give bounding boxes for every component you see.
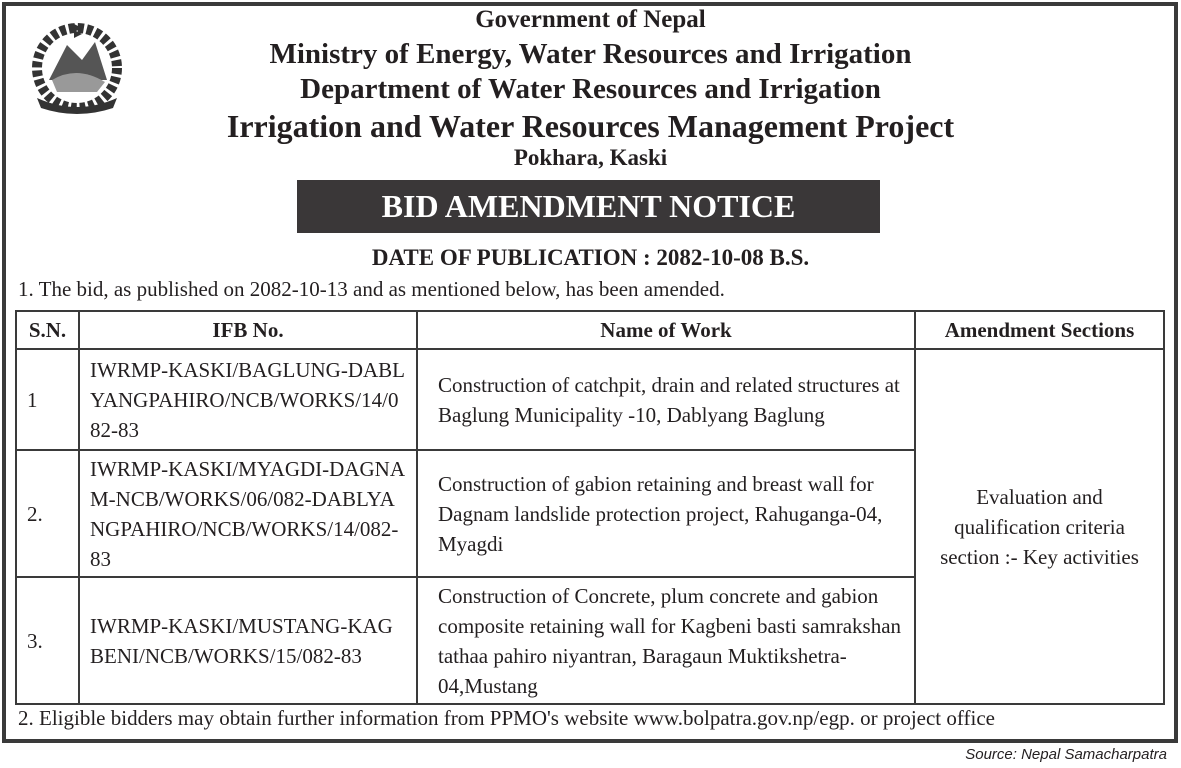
publication-date: DATE OF PUBLICATION : 2082-10-08 B.S. xyxy=(371,245,810,270)
work-cell: Construction of gabion retaining and breast wall for Dagnam landslide protection project, Rahuganga-04, Myagdi xyxy=(417,450,915,577)
work-cell: Construction of Concrete, plum concrete and gabion composite retaining wall for Kagbeni basti samrakshan tathaa pahiro niyantran, Baragaun Muktikshetra-04,Mustang xyxy=(417,577,915,704)
ministry-heading: Ministry of Energy, Water Resources and Irrigation xyxy=(269,38,912,70)
sn-cell: 1 xyxy=(16,349,79,450)
bid-table xyxy=(15,310,1165,705)
notice-title: BID AMENDMENT NOTICE xyxy=(297,180,880,233)
table-row xyxy=(16,349,1164,450)
note-2: 2. Eligible bidders may obtain further information from PPMO's website www.bolpatra.gov.np/egp. or project office xyxy=(18,706,995,730)
work-cell: Construction of catchpit, drain and related structures at Baglung Municipality -10, Dablyang Baglung xyxy=(417,349,915,450)
col-sn: S.N. xyxy=(16,311,79,349)
sn-cell: 3. xyxy=(16,577,79,704)
ifb-cell: IWRMP-KASKI/MUSTANG-KAGBENI/NCB/WORKS/15/082-83 xyxy=(79,577,417,704)
location-heading: Pokhara, Kaski xyxy=(513,145,668,170)
sn-cell: 2. xyxy=(16,450,79,577)
department-heading: Department of Water Resources and Irrigation xyxy=(300,73,881,105)
col-ifb: IFB No. xyxy=(79,311,417,349)
note-1: 1. The bid, as published on 2082-10-13 and as mentioned below, has been amended. xyxy=(18,277,725,301)
ifb-cell: IWRMP-KASKI/BAGLUNG-DABLYANGPAHIRO/NCB/WORKS/14/082-83 xyxy=(79,349,417,450)
table-header-row xyxy=(16,311,1164,349)
col-amendment: Amendment Sections xyxy=(915,311,1164,349)
col-work: Name of Work xyxy=(417,311,915,349)
ifb-cell: IWRMP-KASKI/MYAGDI-DAGNAM-NCB/WORKS/06/082-DABLYANGPAHIRO/NCB/WORKS/14/082-83 xyxy=(79,450,417,577)
gov-heading: Government of Nepal xyxy=(475,6,706,33)
amendment-cell: Evaluation and qualification criteria section :- Key activities xyxy=(915,349,1164,704)
source-credit: Source: Nepal Samacharpatra xyxy=(965,746,1167,763)
project-heading: Irrigation and Water Resources Management Project xyxy=(226,108,955,144)
